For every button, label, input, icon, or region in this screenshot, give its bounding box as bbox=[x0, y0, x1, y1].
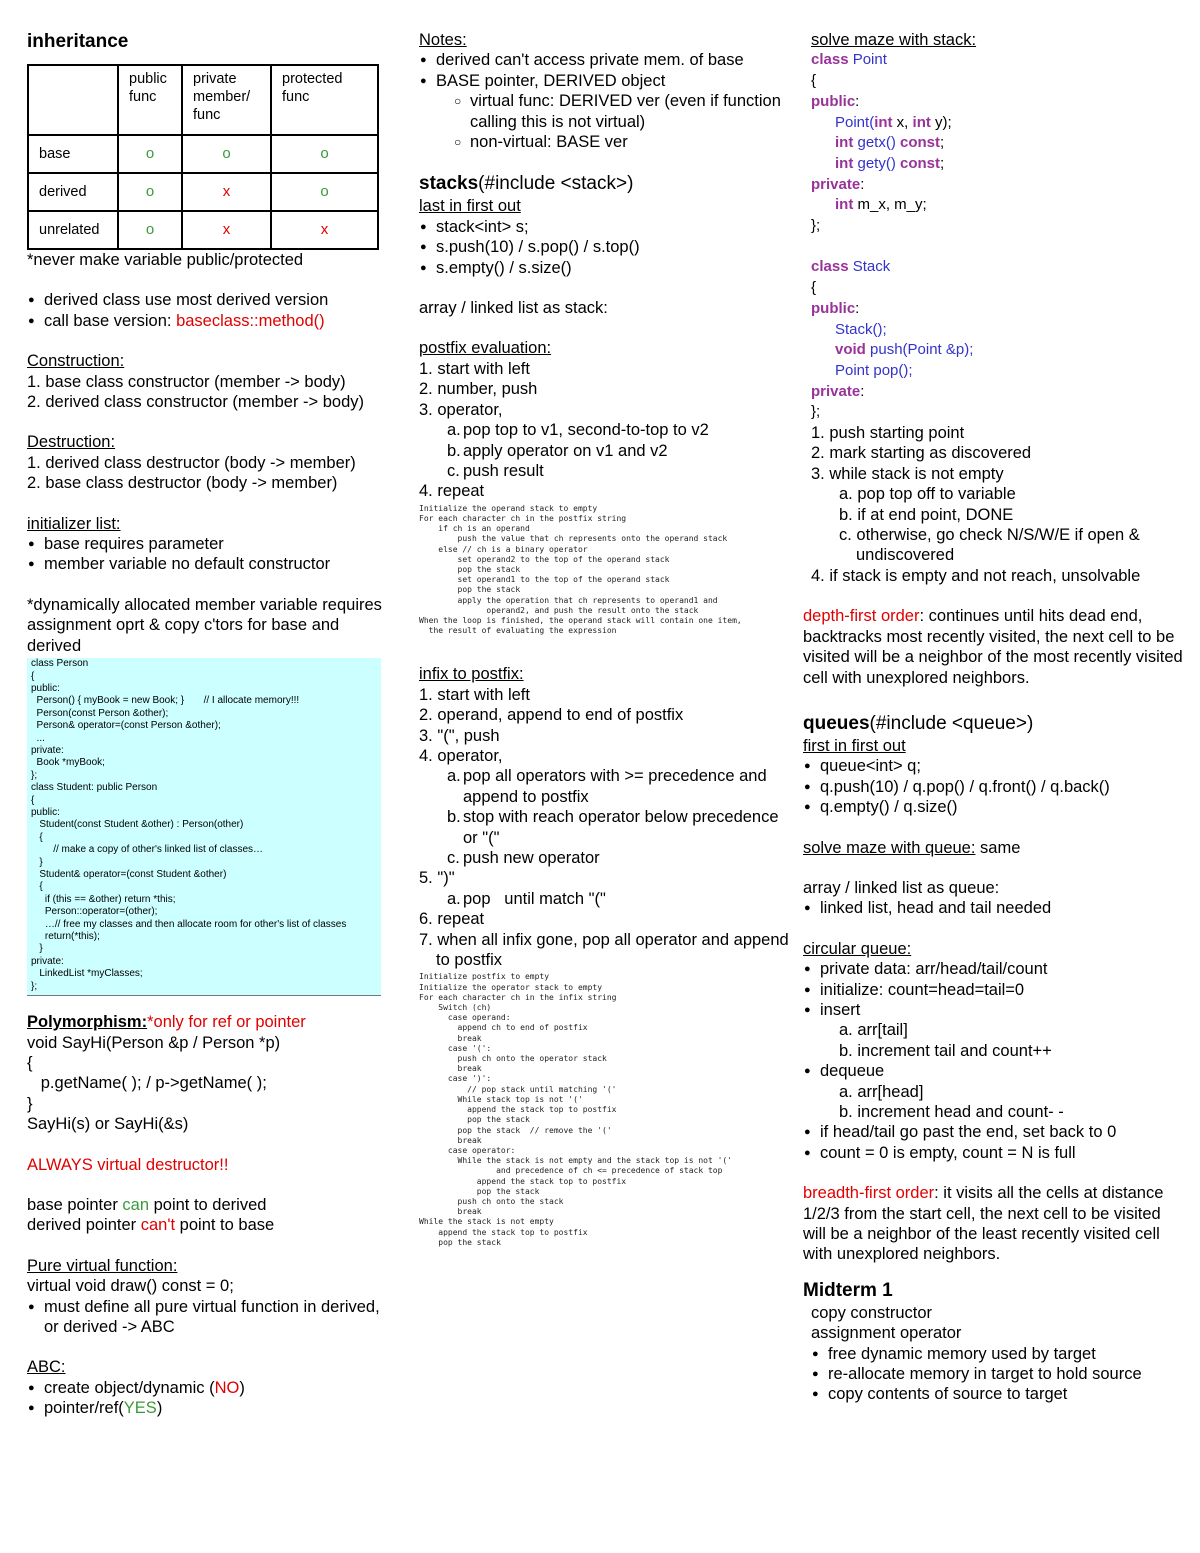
init-list-title: initializer list: bbox=[27, 514, 121, 533]
code-line: ... bbox=[31, 732, 45, 744]
midterm-title: Midterm 1 bbox=[803, 1279, 893, 1301]
code-line: { bbox=[31, 670, 35, 682]
pseudocode-line: Switch (ch) bbox=[419, 1003, 492, 1013]
abc-bullets bbox=[27, 1378, 392, 1419]
notes-list bbox=[419, 50, 789, 91]
list-item: ● s.push(10) / s.pop() / s.top() bbox=[419, 237, 789, 257]
list-item: ● BASE pointer, DERIVED object bbox=[419, 71, 789, 91]
pure-virtual-bullets bbox=[27, 1297, 392, 1338]
list-item: b. if at end point, DONE bbox=[839, 505, 1014, 524]
list-item: ● initialize: count=head=tail=0 bbox=[803, 980, 1183, 1000]
array-queue-list bbox=[803, 898, 1183, 918]
list-item: ● base requires parameter bbox=[27, 534, 392, 554]
table-header-cell: protected func bbox=[271, 65, 378, 135]
list-item: ● queue<int> q; bbox=[803, 756, 1183, 776]
derived-pointer-note: derived pointer can't point to base bbox=[27, 1216, 275, 1235]
pseudocode-line: case ')': bbox=[419, 1074, 492, 1084]
code-line: Person(const Person &other); bbox=[31, 707, 169, 719]
list-item: 7. when all infix gone, pop all operator and append to postfix bbox=[419, 930, 789, 970]
table-header-cell: private member/ func bbox=[182, 65, 271, 135]
pseudocode-line: if ch is an operand bbox=[419, 524, 530, 534]
code-line: LinkedList *myClasses; bbox=[31, 968, 143, 980]
pseudocode-line: case operand: bbox=[419, 1013, 511, 1023]
code-line: public: bbox=[31, 806, 60, 818]
init-list bbox=[27, 534, 392, 575]
inheritance-title: inheritance bbox=[27, 31, 129, 52]
never-note: *never make variable public/protected bbox=[27, 251, 304, 269]
table-header-cell bbox=[28, 65, 118, 135]
pseudocode-line: push ch onto the operator stack bbox=[419, 1054, 607, 1064]
code-line: Student(const Student &other) : Person(other) bbox=[31, 819, 244, 831]
infix-pseudocode bbox=[419, 972, 789, 1247]
maze-stack-title: solve maze with stack: bbox=[811, 31, 977, 49]
column-stacks bbox=[419, 30, 789, 1248]
pseudocode-line: append the stack top to postfix bbox=[419, 1105, 617, 1115]
row-label: unrelated bbox=[28, 211, 118, 249]
code-line: { bbox=[31, 831, 43, 843]
list-item: ● pointer/ref(YES) bbox=[27, 1398, 392, 1418]
pseudocode-line: break bbox=[419, 1064, 482, 1074]
circular-queue-list bbox=[803, 959, 1183, 1020]
table-cell: x bbox=[182, 211, 271, 249]
person-code-box bbox=[27, 658, 381, 996]
dfs-note: depth-first order: continues until hits dead end, backtracks most recently visited, the next cell to be visited will be a neighbor of the most recently visited cell with unexplored neighbors. bbox=[803, 607, 1183, 687]
list-item: ● member variable no default constructor bbox=[27, 554, 392, 574]
pseudocode-line: While the stack is not empty bbox=[419, 1217, 554, 1227]
point-class-code: class Point { public: Point(int x, int y); int getx() const; int gety() const; private: int m_x, m_y; }; class Stack { public: Stack(); void push(Point &p); Point pop(); private: }; bbox=[811, 51, 974, 421]
row-label: derived bbox=[28, 173, 118, 211]
list-item: ● create object/dynamic (NO) bbox=[27, 1378, 392, 1398]
code-line: // make a copy of other's linked list of classes… bbox=[31, 844, 264, 856]
pseudocode-line: else // ch is a binary operator bbox=[419, 544, 588, 554]
queues-heading: queues(#include <queue>) bbox=[803, 712, 1034, 734]
stack-ops bbox=[419, 217, 789, 278]
code-line: …// free my classes and then allocate room for other's list of classes bbox=[31, 918, 347, 930]
circular-queue-list-3 bbox=[803, 1122, 1183, 1163]
list-item: ● dequeue bbox=[803, 1061, 1183, 1081]
base-method-code: baseclass::method() bbox=[176, 311, 325, 330]
stacks-heading: stacks(#include <stack>) bbox=[419, 173, 634, 195]
maze-queue-note: solve maze with queue: same bbox=[803, 838, 1021, 857]
list-item: ● q.empty() / q.size() bbox=[803, 797, 1183, 817]
code-line: { bbox=[31, 881, 43, 893]
pseudocode-line: set operand2 to the top of the operand stack bbox=[419, 554, 670, 564]
table-cell: o bbox=[271, 135, 378, 173]
abc-title: ABC: bbox=[27, 1358, 66, 1377]
pseudocode-line: break bbox=[419, 1033, 482, 1043]
destruction-title: Destruction: bbox=[27, 433, 116, 452]
code-line: private: bbox=[31, 955, 64, 967]
access-table bbox=[27, 64, 379, 250]
list-item: b. increment head and count- - bbox=[839, 1103, 1064, 1122]
table-header-row bbox=[28, 65, 378, 135]
list-item: 1. start with left bbox=[419, 359, 530, 378]
code-line: { bbox=[31, 794, 35, 806]
list-item: ● if head/tail go past the end, set back to 0 bbox=[803, 1122, 1183, 1142]
list-item: ○ virtual func: DERIVED ver (even if function calling this is not virtual) bbox=[453, 91, 789, 132]
always-virtual-note: ALWAYS virtual destructor!! bbox=[27, 1155, 229, 1174]
poly-code-line: void SayHi(Person &p / Person *p) bbox=[27, 1033, 281, 1052]
list-item: 2. derived class constructor (member -> body) bbox=[27, 393, 365, 412]
inherit-bullets bbox=[27, 290, 392, 331]
list-item: ● derived class use most derived version bbox=[27, 290, 392, 310]
pseudocode-line: push ch onto the stack bbox=[419, 1196, 564, 1206]
list-item: 3. "(", push bbox=[419, 726, 500, 745]
pseudocode-line: append ch to end of postfix bbox=[419, 1023, 588, 1033]
pseudocode-line: append the stack top to postfix bbox=[419, 1176, 627, 1186]
list-item: ● count = 0 is empty, count = N is full bbox=[803, 1143, 1183, 1163]
pseudocode-line: pop the stack bbox=[419, 564, 521, 574]
postfix-title: postfix evaluation: bbox=[419, 339, 552, 358]
infix-title: infix to postfix: bbox=[419, 665, 524, 684]
base-pointer-note: base pointer can point to derived bbox=[27, 1195, 267, 1214]
list-item: 4. repeat bbox=[419, 482, 485, 501]
list-item: ● re-allocate memory in target to hold source bbox=[811, 1364, 1183, 1384]
notes-sublist bbox=[419, 91, 789, 152]
row-label: base bbox=[28, 135, 118, 173]
list-item: assignment operator bbox=[811, 1324, 962, 1343]
pure-virtual-title: Pure virtual function: bbox=[27, 1256, 178, 1275]
list-item: 1. derived class destructor (body -> member) bbox=[27, 453, 356, 472]
column-inheritance bbox=[27, 30, 392, 1419]
list-item: 3. while stack is not empty bbox=[811, 464, 1004, 483]
pseudocode-line: break bbox=[419, 1207, 482, 1217]
array-stack-note: array / linked list as stack: bbox=[419, 299, 608, 318]
list-item: 4. operator, bbox=[419, 746, 503, 765]
postfix-pseudocode bbox=[419, 504, 789, 637]
pseudocode-line: While stack top is not '(' bbox=[419, 1094, 583, 1104]
list-item: b. stop with reach operator below precedence or "(" bbox=[447, 808, 779, 847]
pseudocode-line: break bbox=[419, 1135, 482, 1145]
pseudocode-line: case '(': bbox=[419, 1043, 492, 1053]
list-item: 2. mark starting as discovered bbox=[811, 444, 1032, 463]
circular-queue-list-2 bbox=[803, 1061, 1183, 1081]
pseudocode-line: Initialize the operand stack to empty bbox=[419, 503, 598, 513]
table-cell: o bbox=[182, 135, 271, 173]
bfs-note: breadth-first order: it visits all the cells at distance 1/2/3 from the start cell, the next cell to be visited will be a neighbor of the least recently visited cell with unexplored neighbors. bbox=[803, 1184, 1164, 1264]
table-row bbox=[28, 173, 378, 211]
pseudocode-line: pop the stack // remove the '(' bbox=[419, 1125, 612, 1135]
pseudocode-line: While the stack is not empty and the stack top is not '(' bbox=[419, 1156, 733, 1166]
code-line: Book *myBook; bbox=[31, 757, 105, 769]
code-line: Person() { myBook = new Book; } // I allocate memory!!! bbox=[31, 695, 300, 707]
code-line: return(*this); bbox=[31, 931, 100, 943]
pseudocode-line: Initialize the operator stack to empty bbox=[419, 982, 603, 992]
pseudocode-line: operand2, and push the result onto the stack bbox=[419, 605, 699, 615]
code-line: }; bbox=[31, 769, 38, 781]
column-queues bbox=[803, 30, 1183, 1405]
poly-code-line: { bbox=[27, 1053, 33, 1072]
list-item: a. pop top off to variable bbox=[839, 485, 1016, 504]
table-row bbox=[28, 211, 378, 249]
list-item: ● stack<int> s; bbox=[419, 217, 789, 237]
pseudocode-line: set operand1 to the top of the operand stack bbox=[419, 575, 670, 585]
list-item: b. increment tail and count++ bbox=[839, 1041, 1052, 1060]
list-item: 1. base class constructor (member -> body) bbox=[27, 372, 346, 391]
pseudocode-line: case operator: bbox=[419, 1145, 516, 1155]
pseudocode-line: push the value that ch represents onto the operand stack bbox=[419, 534, 728, 544]
table-row bbox=[28, 135, 378, 173]
code-line: } bbox=[31, 943, 43, 955]
pseudocode-line: the result of evaluating the expression bbox=[419, 626, 617, 636]
list-item: ● linked list, head and tail needed bbox=[803, 898, 1183, 918]
code-line: class Student: public Person bbox=[31, 782, 158, 794]
list-item: a. pop all operators with >= precedence and append to postfix bbox=[447, 767, 767, 806]
table-cell: x bbox=[182, 173, 271, 211]
pseudocode-line: When the loop is finished, the operand stack will contain one item, bbox=[419, 615, 742, 625]
pseudocode-line: and precedence of ch <= precedence of stack top bbox=[419, 1166, 723, 1176]
list-item: c. otherwise, go check N/S/W/E if open & undiscovered bbox=[839, 526, 1140, 565]
list-item: 5. ")" bbox=[419, 869, 455, 888]
list-item: 1. start with left bbox=[419, 685, 530, 704]
table-header-cell: public func bbox=[118, 65, 182, 135]
code-line: public: bbox=[31, 682, 60, 694]
table-cell: o bbox=[118, 173, 182, 211]
fifo-label: first in first out bbox=[803, 736, 906, 755]
code-line: }; bbox=[31, 980, 38, 992]
queue-ops bbox=[803, 756, 1183, 817]
code-line: Person::operator=(other); bbox=[31, 906, 158, 918]
pseudocode-line: // pop stack until matching '(' bbox=[419, 1084, 617, 1094]
list-item: ● derived can't access private mem. of base bbox=[419, 50, 789, 70]
list-item: ● s.empty() / s.size() bbox=[419, 258, 789, 278]
construction-title: Construction: bbox=[27, 352, 125, 371]
table-cell: x bbox=[271, 211, 378, 249]
dynamic-note: *dynamically allocated member variable requires assignment oprt & copy c'tors for base and derived bbox=[27, 595, 382, 655]
list-item: c. push new operator bbox=[447, 849, 600, 868]
code-line: private: bbox=[31, 744, 64, 756]
pseudocode-line: For each character ch in the postfix string bbox=[419, 513, 627, 523]
list-item: ● must define all pure virtual function in derived, or derived -> ABC bbox=[27, 1297, 392, 1338]
table-cell: o bbox=[271, 173, 378, 211]
array-queue-note: array / linked list as queue: bbox=[803, 878, 1000, 897]
pseudocode-line: apply the operation that ch represents to operand1 and bbox=[419, 595, 718, 605]
pseudocode-line: For each character ch in the infix string bbox=[419, 992, 617, 1002]
list-item: 2. number, push bbox=[419, 380, 538, 399]
pseudocode-line: pop the stack bbox=[419, 1186, 540, 1196]
list-item: ● copy contents of source to target bbox=[811, 1384, 1183, 1404]
list-item: 2. base class destructor (body -> member) bbox=[27, 474, 338, 493]
list-item: a. arr[head] bbox=[839, 1082, 924, 1101]
pseudocode-line: pop the stack bbox=[419, 1115, 530, 1125]
code-line: Person& operator=(const Person &other); bbox=[31, 720, 221, 732]
list-item: 1. push starting point bbox=[811, 424, 965, 443]
list-item: 4. if stack is empty and not reach, unsolvable bbox=[811, 566, 1141, 585]
code-line: if (this == &other) return *this; bbox=[31, 893, 176, 905]
code-line: } bbox=[31, 856, 43, 868]
pure-virtual-code: virtual void draw() const = 0; bbox=[27, 1277, 234, 1296]
list-item: ○ non-virtual: BASE ver bbox=[453, 132, 789, 152]
list-item: ● q.push(10) / q.pop() / q.front() / q.back() bbox=[803, 777, 1183, 797]
list-item: 2. operand, append to end of postfix bbox=[419, 706, 684, 725]
list-item: a. pop until match "(" bbox=[447, 889, 606, 908]
polymorphism-heading: Polymorphism:*only for ref or pointer bbox=[27, 1013, 306, 1032]
lifo-label: last in first out bbox=[419, 197, 521, 216]
poly-code-line: p.getName( ); / p->getName( ); bbox=[27, 1074, 267, 1093]
list-item: ● private data: arr/head/tail/count bbox=[803, 959, 1183, 979]
pseudocode-line: append the stack top to postfix bbox=[419, 1227, 588, 1237]
pseudocode-line: pop the stack bbox=[419, 585, 521, 595]
list-item: ● call base version: baseclass::method() bbox=[27, 311, 392, 331]
code-line: class Person bbox=[31, 658, 89, 670]
list-item: ● insert bbox=[803, 1000, 1183, 1020]
list-item: 3. operator, bbox=[419, 400, 503, 419]
notes-title: Notes: bbox=[419, 31, 467, 49]
list-item: ● free dynamic memory used by target bbox=[811, 1344, 1183, 1364]
code-line: Student& operator=(const Student &other) bbox=[31, 869, 227, 880]
table-cell: o bbox=[118, 211, 182, 249]
circular-queue-title: circular queue: bbox=[803, 939, 912, 958]
poly-code-line: SayHi(s) or SayHi(&s) bbox=[27, 1115, 189, 1134]
list-item: a. arr[tail] bbox=[839, 1021, 908, 1040]
list-item: 6. repeat bbox=[419, 910, 485, 929]
table-cell: o bbox=[118, 135, 182, 173]
list-item: b. apply operator on v1 and v2 bbox=[447, 441, 668, 460]
list-item: copy constructor bbox=[811, 1303, 933, 1322]
list-item: a. pop top to v1, second-to-top to v2 bbox=[447, 421, 709, 440]
midterm-bullets bbox=[803, 1344, 1183, 1405]
pseudocode-line: Initialize postfix to empty bbox=[419, 972, 550, 982]
pseudocode-line: pop the stack bbox=[419, 1237, 501, 1247]
poly-code-line: } bbox=[27, 1094, 33, 1113]
list-item: c. push result bbox=[447, 461, 544, 480]
